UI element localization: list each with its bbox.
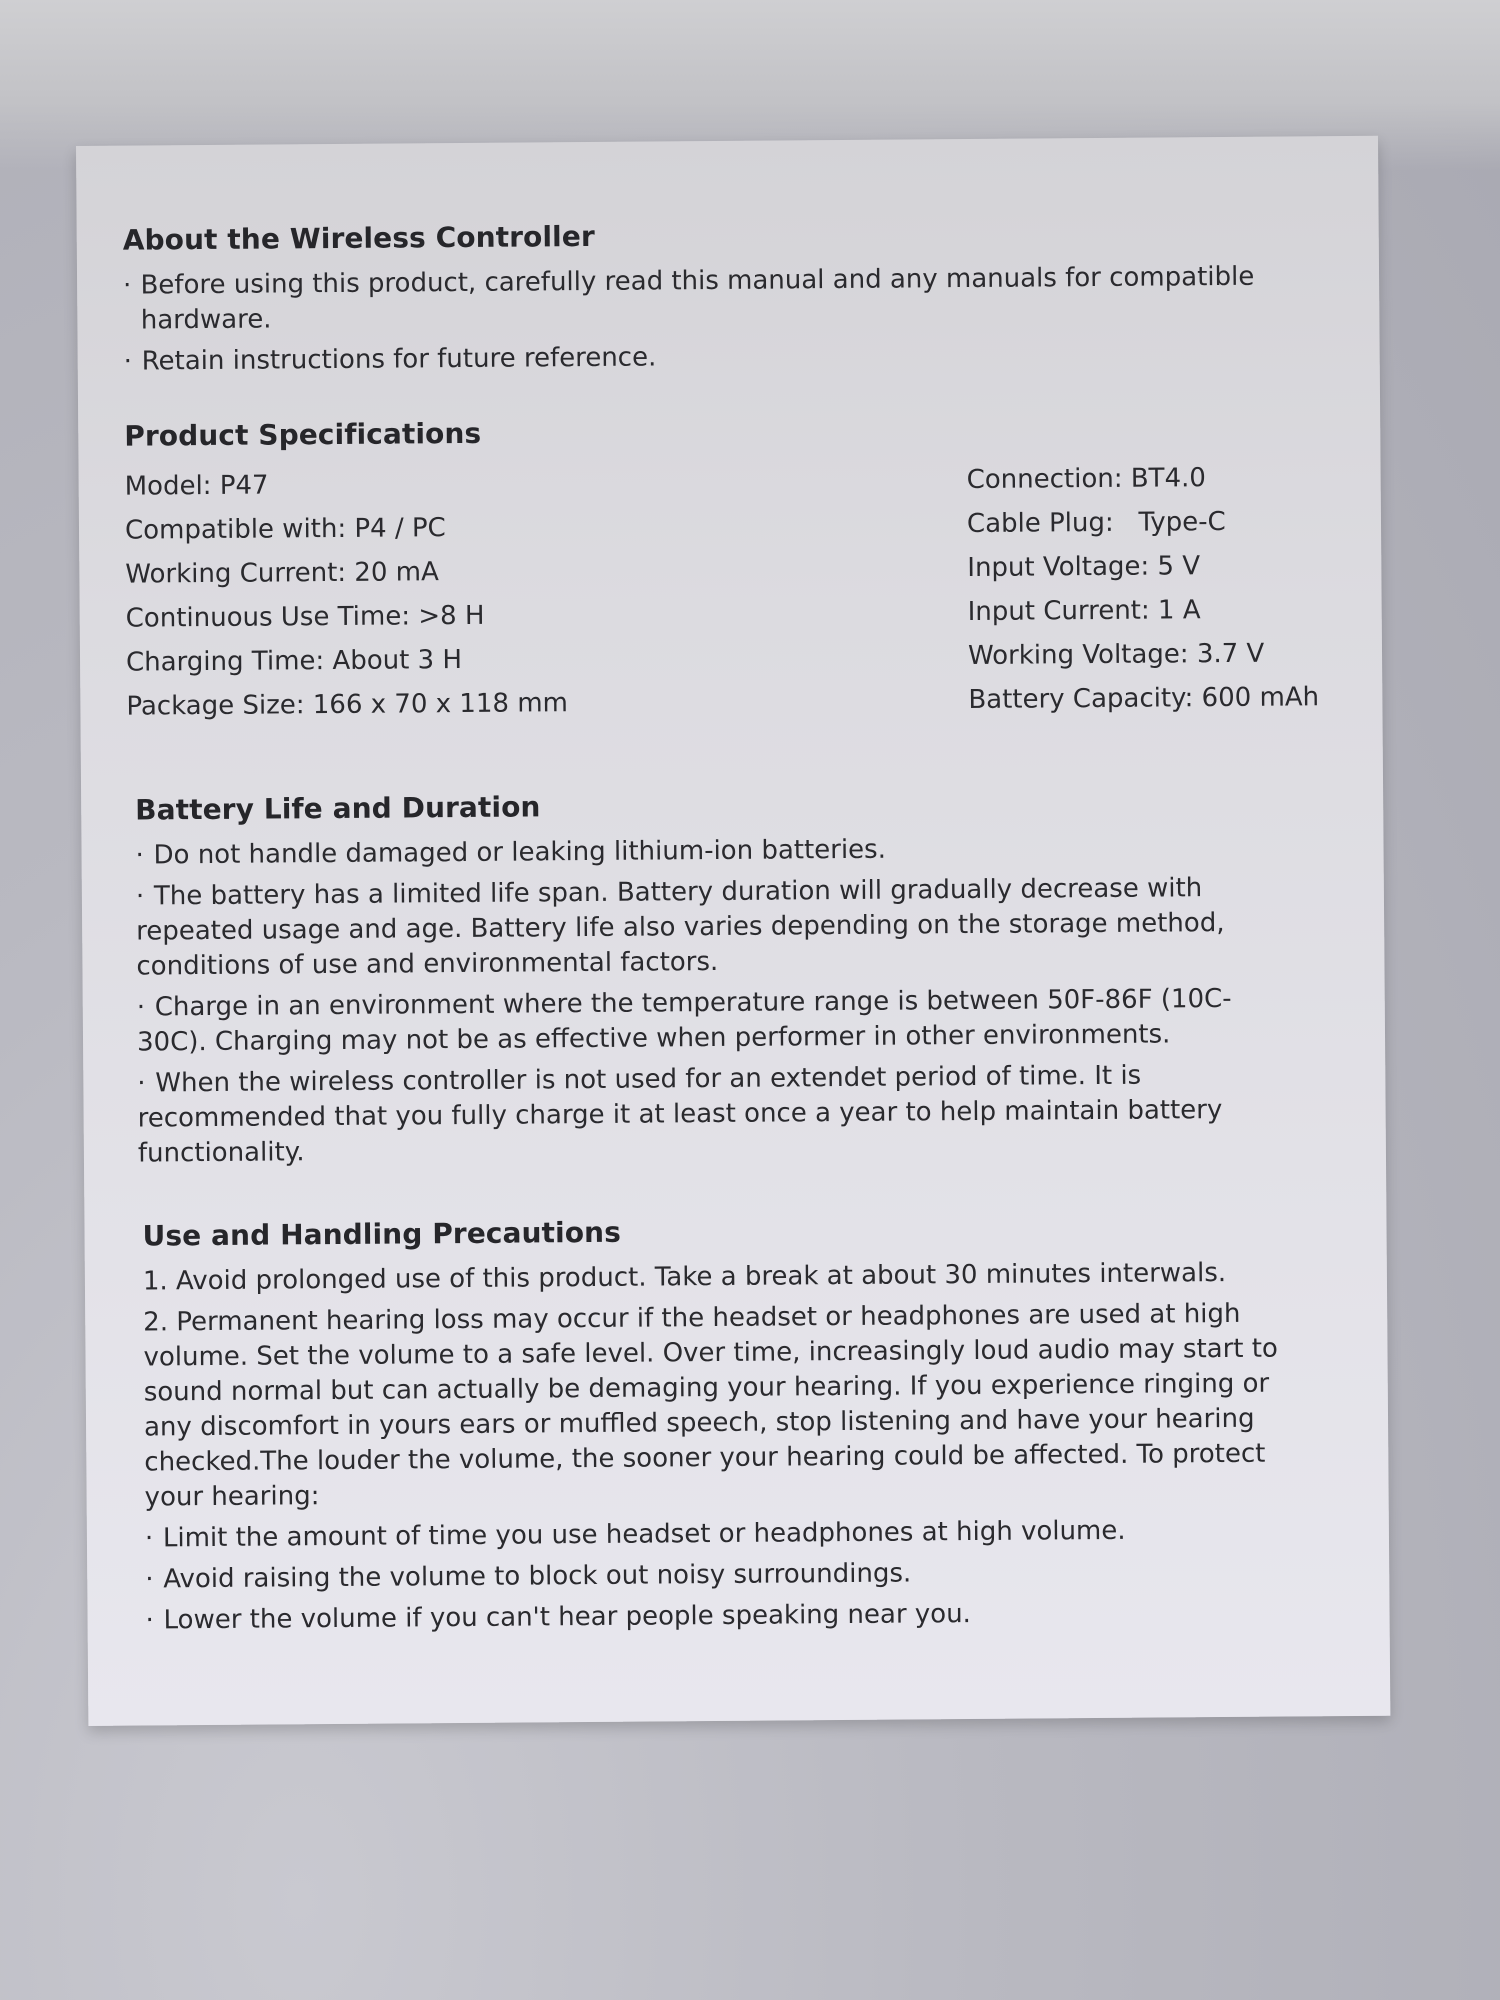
battery-bullet: · Charge in an environment where the temperature range is between 50F-86F (10C-30C). Charging may not be as effective when performer in other environments. bbox=[136, 983, 1232, 1058]
spec-input-voltage: Input Voltage: 5 V bbox=[967, 551, 1201, 584]
spec-cable-plug: Cable Plug: Type-C bbox=[966, 506, 1226, 540]
battery-section bbox=[135, 784, 1298, 1171]
spec-battery-capacity: Battery Capacity: 600 mAh bbox=[968, 682, 1320, 716]
spec-model: Model: P47 bbox=[124, 470, 269, 502]
specs-section bbox=[124, 410, 1356, 735]
instruction-sheet bbox=[76, 136, 1390, 1726]
specs-left-column bbox=[125, 461, 569, 728]
precaution-bullet-text: Avoid raising the volume to block out noisy surroundings. bbox=[163, 1558, 912, 1595]
spec-working-current: Working Current: 20 mA bbox=[125, 557, 439, 590]
specs-right-column bbox=[966, 455, 1319, 722]
precaution-bullet-text: Limit the amount of time you use headset or headphones at high volume. bbox=[162, 1515, 1126, 1554]
about-section bbox=[123, 214, 1354, 380]
spec-charging-time: Charging Time: About 3 H bbox=[125, 644, 463, 678]
precaution-bullet: · Lower the volume if you can't hear people speaking near you. bbox=[145, 1599, 972, 1636]
spec-connection: Connection: BT4.0 bbox=[966, 463, 1206, 496]
about-heading: About the Wireless Controller bbox=[122, 219, 595, 257]
battery-heading: Battery Life and Duration bbox=[135, 790, 541, 827]
battery-bullet-text: When the wireless controller is not used for an extendet period of time. It is recommended that you fully charge it at least once a year to help maintain battery functionality. bbox=[137, 1060, 1223, 1169]
precautions-section bbox=[142, 1210, 1325, 1638]
about-bullet: · Before using this product, carefully read this manual and any manuals for compatible hardware. bbox=[123, 259, 1354, 339]
precaution-bullet: · Limit the amount of time you use headset or headphones at high volume. bbox=[144, 1515, 1126, 1554]
battery-bullet-text: Do not handle damaged or leaking lithium-ion batteries. bbox=[153, 834, 887, 871]
specs-heading: Product Specifications bbox=[124, 416, 482, 453]
battery-bullet: · The battery has a limited life span. Battery duration will gradually decrease with repeated usage and age. Battery life also varies depending on the storage method, conditions of use and environmental factors. bbox=[135, 873, 1225, 982]
spec-use-time: Continuous Use Time: >8 H bbox=[125, 600, 485, 634]
precaution-item-2: 2. Permanent hearing loss may occur if the headset or headphones are used at high volume. Set the volume to a safe level. Over time, increasingly loud audio may start to sound normal but can actually be demaging your hearing. If you experience ringing or any discomfort in yours ears or muffled speech, stop listening and have your hearing checked.The louder the volume, the sooner your hearing could be affected. To protect your hearing: bbox=[143, 1298, 1279, 1513]
precaution-bullet: · Avoid raising the volume to block out noisy surroundings. bbox=[145, 1558, 912, 1595]
specs-table bbox=[125, 455, 1357, 735]
spec-package-size: Package Size: 166 x 70 x 118 mm bbox=[126, 688, 569, 722]
about-bullet-text: Retain instructions for future reference. bbox=[141, 342, 657, 377]
battery-bullet-text: The battery has a limited life span. Battery duration will gradually decrease with repeated usage and age. Battery life also varies depending on the storage method, conditions of use and environmental factors. bbox=[136, 873, 1225, 982]
precautions-heading: Use and Handling Precautions bbox=[142, 1215, 622, 1253]
spec-input-current: Input Current: 1 A bbox=[967, 595, 1201, 628]
spec-compatible: Compatible with: P4 / PC bbox=[124, 513, 446, 546]
sheet-content bbox=[122, 214, 1353, 1636]
battery-bullet: · When the wireless controller is not used for an extendet period of time. It is recommended that you fully charge it at least once a year to help maintain battery functionality. bbox=[137, 1060, 1223, 1169]
battery-bullet-text: Charge in an environment where the temperature range is between 50F-86F (10C-30C). Charging may not be as effective when performer in other environments. bbox=[136, 983, 1232, 1058]
precaution-bullet-text: Lower the volume if you can't hear people speaking near you. bbox=[163, 1599, 972, 1636]
about-bullet-text: Before using this product, carefully read this manual and any manuals for compatible hardware. bbox=[140, 261, 1255, 336]
precaution-item-1: 1. Avoid prolonged use of this product. Take a break at about 30 minutes interwals. bbox=[142, 1258, 1227, 1297]
spec-working-voltage: Working Voltage: 3.7 V bbox=[967, 638, 1265, 672]
battery-bullet: · Do not handle damaged or leaking lithium-ion batteries. bbox=[135, 834, 887, 871]
about-bullet: · Retain instructions for future reference. bbox=[124, 335, 1354, 380]
